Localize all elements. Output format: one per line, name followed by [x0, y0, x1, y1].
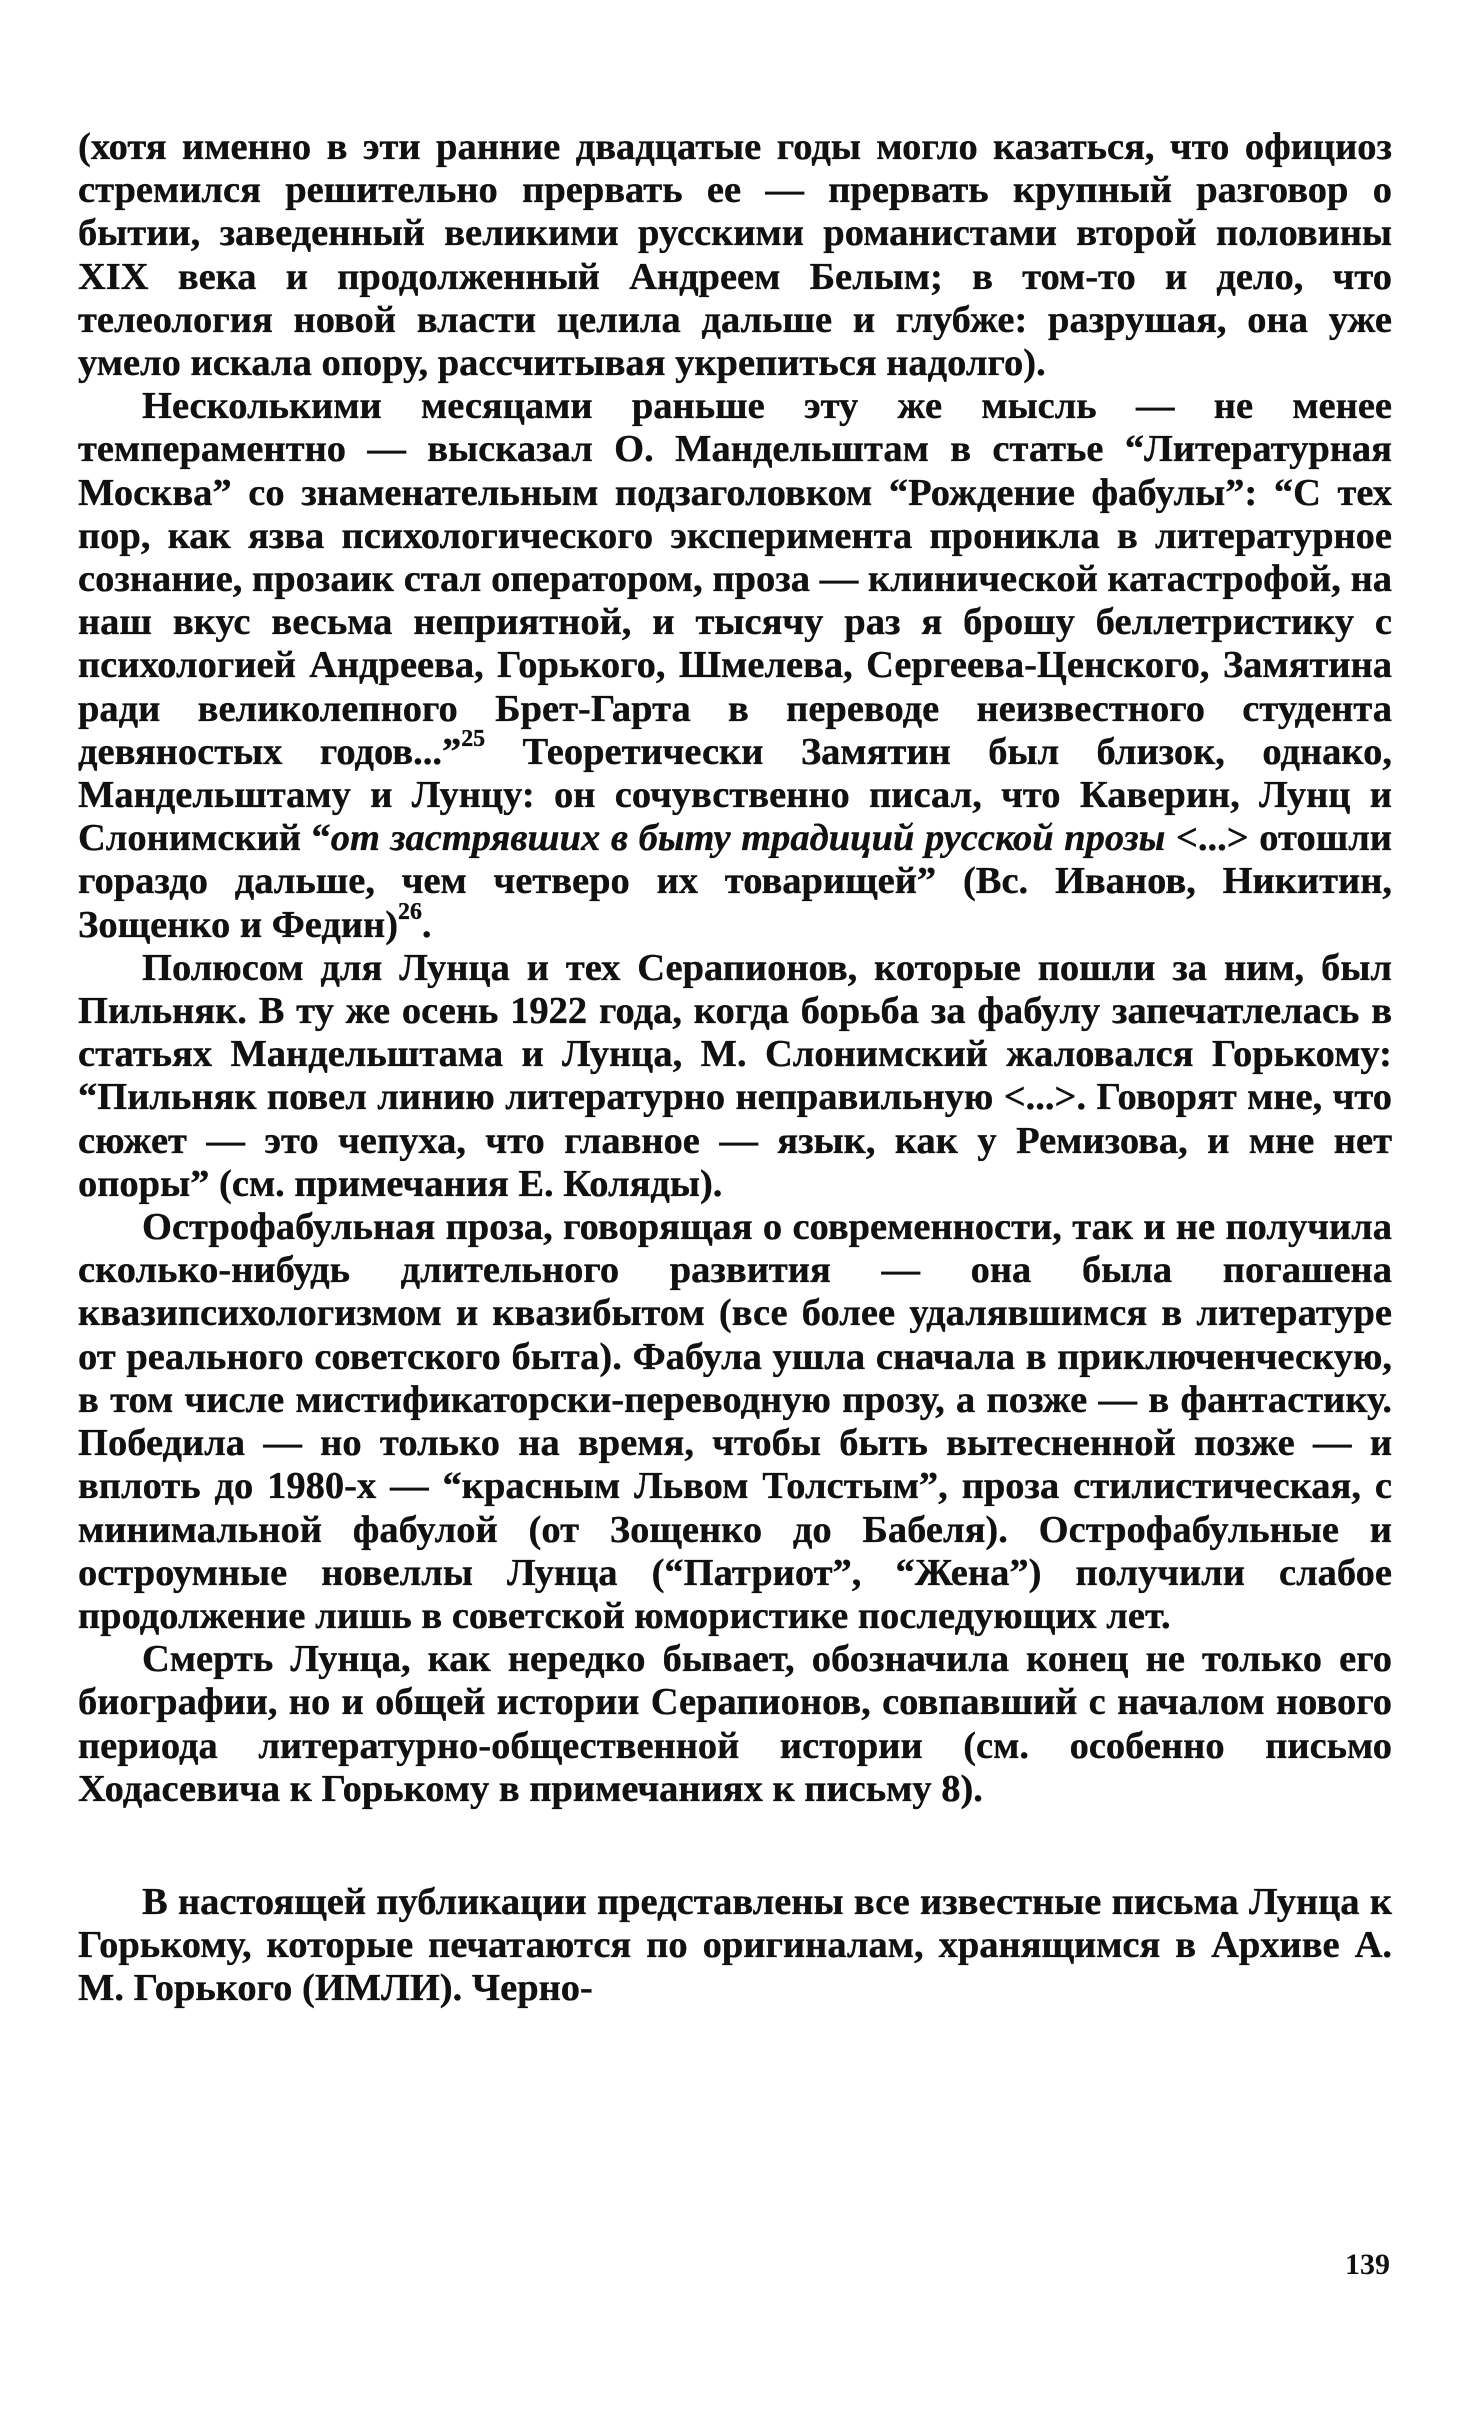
footnote-ref: 26: [398, 898, 422, 925]
paragraph-3: [78, 947, 1392, 1206]
italic-quote: от застрявших в быту традиций русской прозы: [330, 817, 1166, 860]
text-run: Теоретически Замятин был близок, однако, Мандельштаму и Лунцу: он сочувственно писал, что Каверин, Лунц и Слонимский “: [78, 730, 1392, 860]
text-run: Смерть Лунца, как нередко бывает, обозначила конец не только его биографии, но и общей истории Серапионов, совпавший с началом нового периода литературно-общественной истории (см. особенно письмо Ходасевича к Горькому в примечаниях к письму 8).: [78, 1638, 1392, 1810]
page-number: 139: [1345, 2248, 1390, 2281]
text-run: Несколькими месяцами раньше эту же мысль — не менее темпераментно — высказал О. Мандельштам в статье “Литературная Москва” со знаменательным подзаголовком “Рождение фабулы”: “С тех пор, как язва психологического эксперимента проникла в литературное сознание, прозаик стал оператором, проза — клинической катастрофой, на наш вкус весьма неприятной, и тысячу раз я брошу беллетристику с психологией Андреева, Горького, Шмелева, Сергеева-Ценского, Замятина ради великолепного Брет-Гарта в переводе неизвестного студента девяностых годов...”: [78, 385, 1392, 773]
paragraph-1: [78, 126, 1392, 385]
paragraph-2: [78, 385, 1392, 947]
text-run: (хотя именно в эти ранние двадцатые годы могло казаться, что официоз стремился решительно прервать ее — прервать крупный разговор о бытии, заведенный великими русскими романистами второй половины XIX века и продолженный Андреем Белым; в том-то и дело, что телеология новой власти целила дальше и глубже: разрушая, она уже умело искала опору, рассчитывая укрепиться надолго).: [78, 126, 1392, 385]
text-run: .: [421, 903, 432, 946]
text-run: Острофабульная проза, говорящая о современности, так и не получила сколько-нибудь длительного развития — она была погашена квазипсихологизмом и квазибытом (все более удалявшимся в литературе от реального советского быта). Фабула ушла сначала в приключенческую, в том числе мистификаторски-переводную прозу, а позже — в фантастику. Победила — но только на время, чтобы быть вытесненной позже — и вплоть до 1980-х — “красным Львом Толстым”, проза стилистическая, с минимальной фабулой (от Зощенко до Бабеля). Острофабульные и остроумные новеллы Лунца (“Патриот”, “Жена”) получили слабое продолжение лишь в советской юмористике последующих лет.: [78, 1206, 1392, 1637]
footnote-ref: 25: [461, 725, 486, 752]
text-run: <...> отошли гораздо дальше, чем четверо их товарищей” (Вс. Иванов, Никитин, Зощенко и Федин): [78, 817, 1392, 946]
paragraph-5: [78, 1638, 1392, 1811]
paragraph-6: [78, 1881, 1392, 2011]
paragraph-4: [78, 1206, 1392, 1638]
text-run: В настоящей публикации представлены все известные письма Лунца к Горькому, которые печатаются по оригиналам, хранящимся в Архиве А. М. Горького (ИМЛИ). Черно-: [78, 1880, 1392, 2010]
text-run: Полюсом для Лунца и тех Серапионов, которые пошли за ним, был Пильняк. В ту же осень 1922 года, когда борьба за фабулу запечатлелась в статьях Мандельштама и Лунца, М. Слонимский жаловался Горькому: “Пильняк повел линию литературно неправильную <...>. Говорят мне, что сюжет — это чепуха, что главное — язык, как у Ремизова, и мне нет опоры” (см. примечания Е. Коляды).: [78, 946, 1392, 1205]
page-body: [78, 126, 1392, 2011]
section-gap: [78, 1811, 1392, 1881]
